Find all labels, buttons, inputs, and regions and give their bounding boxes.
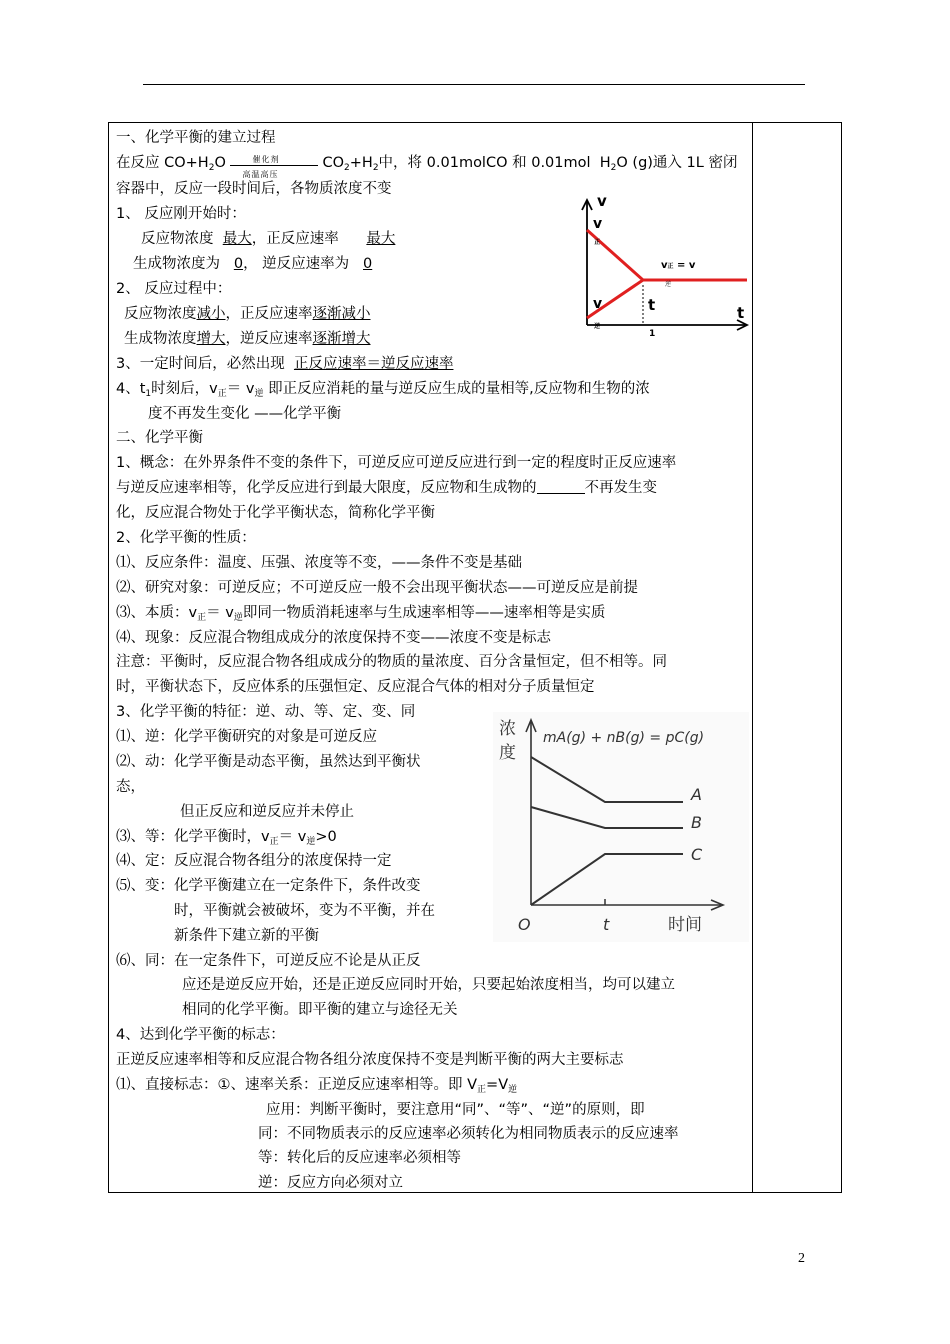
feature-2-cont: 态，: [116, 779, 145, 795]
fill-blank[interactable]: [537, 479, 585, 494]
concept-line-3: 化，反应混合物处于化学平衡状态，简称化学平衡: [116, 505, 435, 521]
t-label: t: [603, 915, 610, 934]
nature-1: ⑴、反应条件：温度、压强、浓度等不变，——条件不变是基础: [116, 555, 522, 571]
feature-6-cont: 应还是逆反应开始，还是正逆反应同时开始，只要起始浓度相当，均可以建立: [182, 977, 675, 993]
concentration-time-graph: [493, 712, 749, 942]
curve-a-label: A: [691, 785, 702, 804]
nature-4: ⑷、现象：反应混合物组成成分的浓度保持不变——浓度不变是标志: [116, 630, 551, 646]
concept-line-2: 与逆反应速率相等，化学反应进行到最大限度，反应物和生成物的 不再发生变: [116, 480, 657, 496]
point-1-product: 生成物浓度为 0， 逆反应速率为 0: [133, 256, 373, 272]
reaction-line-2: 容器中，反应一段时间后，各物质浓度不变: [116, 181, 392, 197]
signs-line-2: ⑴、直接标志：①、速率关系：正逆反应速率相等。即 $V_正=V_逆$: [116, 1077, 518, 1095]
feature-2-cont-2: 但正反应和逆反应并未停止: [180, 804, 354, 820]
curve-c-label: C: [691, 845, 703, 864]
feature-6: ⑹、同：在一定条件下，可逆反应不论是从正反: [116, 953, 421, 969]
point-1-title: 1、 反应刚开始时：: [116, 206, 246, 222]
point-2-product: 生成物浓度增大，逆反应速率逐渐增大: [124, 331, 371, 347]
reaction-line: 在反应 $CO+H_2O$ 催化剂 高温高压 $CO_2+H_2$中，将 0.01molCO 和 0.01mol $H_2O$ (g)通入 1L 密闭: [116, 155, 738, 179]
point-2-title: 2、 反应过程中：: [116, 281, 232, 297]
signs-line-1: 正逆反应速率相等和反应混合物各组分浓度保持不变是判断平衡的两大主要标志: [116, 1052, 624, 1068]
v-axis-label: v: [597, 192, 607, 210]
nature-title: 2、化学平衡的性质：: [116, 530, 256, 546]
equal-rate-sub: 逆: [665, 281, 672, 288]
note-line-1: 注意：平衡时，反应混合物各组成成分的物质的量浓度、百分含量恒定，但不相等。同: [116, 654, 667, 670]
signs-line-4: 同：不同物质表示的反应速率必须转化为相同物质表示的反应速率: [258, 1126, 679, 1142]
forward-rate-curve: [587, 230, 643, 280]
feature-1: ⑴、逆：化学平衡研究的对象是可逆反应: [116, 729, 377, 745]
nature-3: ⑶、本质：$v_正= v_逆$即同一物质消耗速率与生成速率相等——速率相等是实质: [116, 605, 606, 623]
signs-line-3: 应用：判断平衡时，要注意用“同”、“等”、“逆”的原则，即: [266, 1102, 645, 1118]
concept-line-1: 1、概念：在外界条件不变的条件下，可逆反应可逆反应进行到一定的程度时正反应速率: [116, 455, 677, 471]
feature-6-cont-2: 相同的化学平衡。即平衡的建立与途径无关: [182, 1002, 458, 1018]
reaction-equation: mA(g) + nB(g) = pC(g): [543, 730, 705, 746]
section-1-heading: 一、化学平衡的建立过程: [116, 130, 276, 146]
nature-2: ⑵、研究对象：可逆反应；不可逆反应一般不会出现平衡状态——可逆反应是前提: [116, 580, 638, 596]
forward-rate-label: v 正: [593, 216, 603, 246]
y-axis-label-1: 浓: [499, 719, 516, 739]
signs-line-6: 逆：反应方向必须对立: [258, 1175, 403, 1191]
signs-title: 4、达到化学平衡的标志：: [116, 1027, 285, 1043]
header-rule: [143, 84, 805, 85]
feature-4: ⑷、定：反应混合物各组分的浓度保持一定: [116, 853, 392, 869]
equilibrium-arrow: 催化剂 高温高压: [230, 153, 322, 173]
rate-time-graph: [575, 190, 755, 340]
section-2-heading: 二、化学平衡: [116, 430, 203, 446]
t-axis-label: t: [737, 304, 745, 322]
page-number: 2: [798, 1251, 805, 1266]
feature-5-cont: 时，平衡就会被破坏，变为不平衡，并在: [174, 903, 435, 919]
origin-label: O: [518, 915, 531, 934]
point-1-reactant: 反应物浓度 最大，正反应速率 最大: [141, 231, 396, 247]
note-line-2: 时，平衡状态下，反应体系的压强恒定、反应混合气体的相对分子质量恒定: [116, 679, 595, 695]
feature-5: ⑸、变：化学平衡建立在一定条件下，条件改变: [116, 878, 421, 894]
t1-label: t: [648, 296, 656, 314]
reverse-rate-label: v 逆: [593, 296, 603, 330]
x-axis-label: 时间: [668, 915, 702, 935]
feature-2: ⑵、动：化学平衡是动态平衡，虽然达到平衡状: [116, 754, 421, 770]
feature-3: ⑶、等：化学平衡时，$v_正= v_逆>0$: [116, 829, 337, 847]
point-4-cont: 度不再发生变化 ——化学平衡: [148, 406, 342, 422]
features-title: 3、化学平衡的特征：逆、动、等、定、变、同: [116, 704, 416, 720]
signs-line-5: 等：转化后的反应速率必须相等: [258, 1150, 461, 1166]
feature-5-cont-2: 新条件下建立新的平衡: [174, 928, 319, 944]
equal-rate-label: v正 = v: [661, 260, 696, 271]
point-4: 4、$t_1$时刻后，$v_正= v_逆$ 即正反应消耗的量与逆反应生成的量相等,反应物和生物的浓: [116, 381, 650, 399]
t1-sub: 1: [649, 329, 656, 339]
point-3: 3、一定时间后，必然出现 正反应速率＝逆反应速率: [116, 356, 454, 372]
curve-b-label: B: [691, 813, 702, 832]
point-2-reactant: 反应物浓度减小，正反应速率逐渐减小: [124, 306, 371, 322]
y-axis-label-2: 度: [499, 743, 516, 763]
